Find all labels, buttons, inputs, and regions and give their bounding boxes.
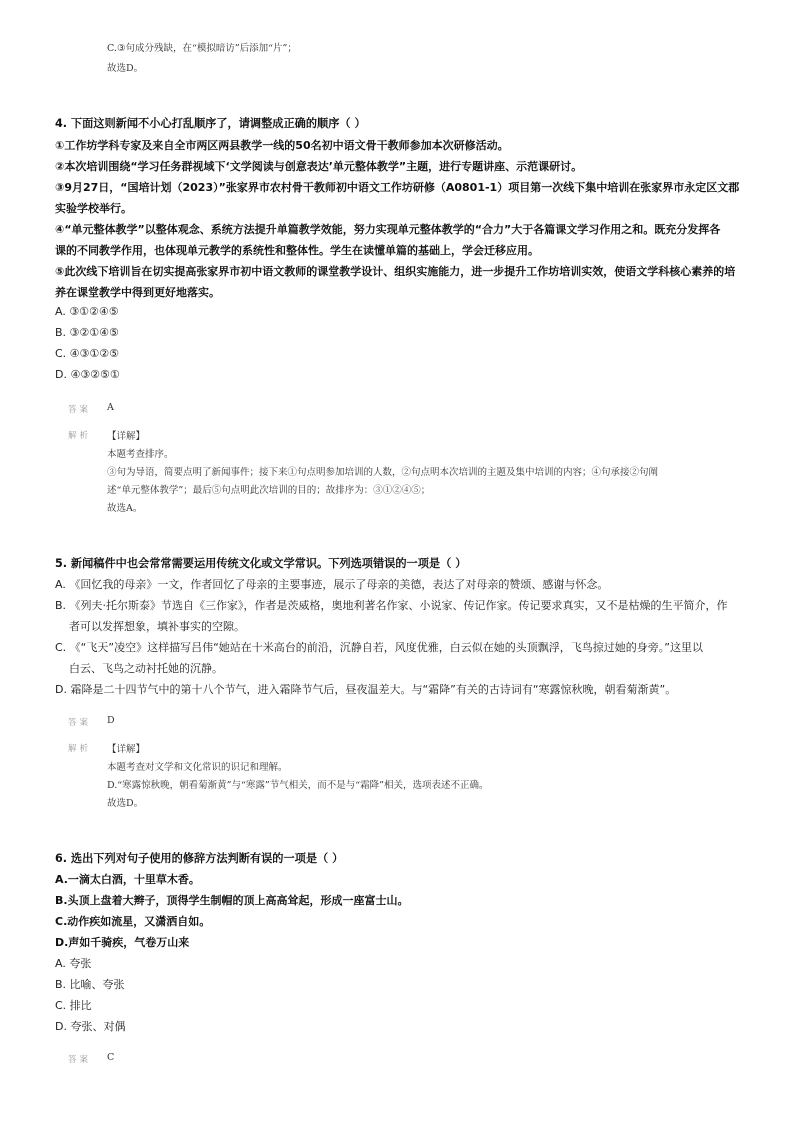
question-4-stem-line: 课的不同教学作用，也体现单元教学的系统性和整体性。学生在读懂单篇的基础上，学会迁移应用。 [55, 244, 539, 257]
question-4-analysis-line: ③句为导语，简要点明了新闻事件；接下来①句点明参加培训的人数，②句点明本次培训的主题及集中培训的内容；④句承接②句阐 [107, 467, 659, 478]
question-4-option-c: C. ④③①②⑤ [55, 347, 119, 360]
question-4-stem-line: ③9月27日，“国培计划（2023）”张家界市农村骨干教师初中语文工作坊研修（A0801-1）项目第一次线下集中培训在张家界市永定区文郡 [55, 181, 740, 194]
question-4-title: 4. 下面这则新闻不小心打乱顺序了，请调整成正确的顺序（ ） [55, 117, 366, 130]
answer-label: 答案 [68, 1055, 92, 1065]
question-4-stem-line: ④“单元整体教学”以整体观念、系统方法提升单篇教学效能，努力实现单元整体教学的“合力”大于各篇课文学习作用之和。既充分发挥各 [55, 223, 721, 236]
question-5-title: 5. 新闻稿件中也会常常需要运用传统文化或文学常识。下列选项错误的一项是（ ） [55, 557, 467, 570]
question-4-analysis-line: 故选A。 [107, 503, 143, 514]
question-4-stem-line: ⑤此次线下培训旨在切实提高张家界市初中语文教师的课堂教学设计、组织实施能力，进一步提升工作坊培训实效，使语文学科核心素养的培 [55, 265, 736, 278]
prev-analysis-conclusion: 故选D。 [107, 63, 144, 74]
question-5-answer: D [107, 715, 115, 726]
question-6-title: 6. 选出下列对句子使用的修辞方法判断有误的一项是（ ） [55, 852, 344, 865]
question-5-analysis-line: 本题考查对文学和文化常识的识记和理解。 [107, 762, 288, 773]
answer-label: 答案 [68, 405, 92, 415]
question-5-analysis-line: 故选D。 [107, 798, 144, 809]
question-5-option-d: D. 霜降是二十四节气中的第十八个节气，进入霜降节气后，昼夜温差大。与“霜降”有关的古诗词有“寒露惊秋晚，朝看菊渐黄”。 [55, 683, 677, 696]
question-4-answer: A [107, 402, 114, 413]
analysis-label: 解析 [68, 744, 92, 754]
answer-label: 答案 [68, 718, 92, 728]
prev-analysis-line: C.③句成分残缺，在“模拟暗访”后添加“片”； [107, 43, 297, 54]
question-6-option-d: D. 夸张、对偶 [55, 1020, 126, 1033]
question-6-option-b: B. 比喻、夸张 [55, 978, 125, 991]
question-6-sentence-d: D.声如千骑疾，气卷万山来 [55, 936, 190, 949]
question-4-analysis-line: 述“单元整体教学”；最后⑤句点明此次培训的目的；故排序为：③①②④⑤； [107, 485, 431, 496]
question-4-analysis-line: 本题考查排序。 [107, 449, 174, 460]
question-4-stem-line: 实验学校举行。 [55, 202, 132, 215]
question-6-sentence-b: B.头顶上盘着大辫子，顶得学生制帽的顶上高高耸起，形成一座富士山。 [55, 894, 409, 907]
question-5-option-b-cont: 者可以发挥想象，填补事实的空隙。 [69, 620, 245, 633]
question-6-answer: C [107, 1052, 115, 1063]
question-5-option-b: B. 《列夫·托尔斯泰》节选自《三作家》，作者是茨威格，奥地利著名作家、小说家、传记作家。传记要求真实，又不是枯燥的生平简介，作 [55, 599, 728, 612]
question-6-option-a: A. 夸张 [55, 957, 92, 970]
question-6-option-c: C. 排比 [55, 999, 92, 1012]
question-5-analysis-line: D.“寒露惊秋晚，朝看菊渐黄”与“寒露”节气相关，而不是与“霜降”相关，选项表述不正确。 [107, 780, 489, 791]
question-4-option-b: B. ③②①④⑤ [55, 326, 119, 339]
question-6-sentence-c: C.动作疾如流星，又潇洒自如。 [55, 915, 211, 928]
question-4-stem-line: ②本次培训围绕“学习任务群视域下‘文学阅读与创意表达’单元整体教学”主题，进行专题讲座、示范课研讨。 [55, 160, 583, 173]
question-5-analysis-line: 【详解】 [107, 744, 146, 755]
question-5-option-c-cont: 白云、飞鸟之动衬托她的沉静。 [69, 662, 223, 675]
question-4-stem-line: ①工作坊学科专家及来自全市两区两县教学一线的50名初中语文骨干教师参加本次研修活动。 [55, 139, 509, 152]
question-4-option-a: A. ③①②④⑤ [55, 305, 119, 318]
question-4-analysis-line: 【详解】 [107, 431, 146, 442]
question-6-sentence-a: A.一滴太白酒，十里草木香。 [55, 873, 200, 886]
question-5-option-c: C. 《“飞天”凌空》这样描写吕伟“她站在十米高台的前沿，沉静自若，风度优雅，白云似在她的头顶飘浮，飞鸟掠过她的身旁。”这里以 [55, 641, 703, 654]
question-4-option-d: D. ④③②⑤① [55, 368, 120, 381]
question-4-stem-line: 养在课堂教学中得到更好地落实。 [55, 286, 220, 299]
question-5-option-a: A. 《回忆我的母亲》一文，作者回忆了母亲的主要事迹，展示了母亲的美德，表达了对母亲的赞颂、感谢与怀念。 [55, 578, 609, 591]
analysis-label: 解析 [68, 431, 92, 441]
